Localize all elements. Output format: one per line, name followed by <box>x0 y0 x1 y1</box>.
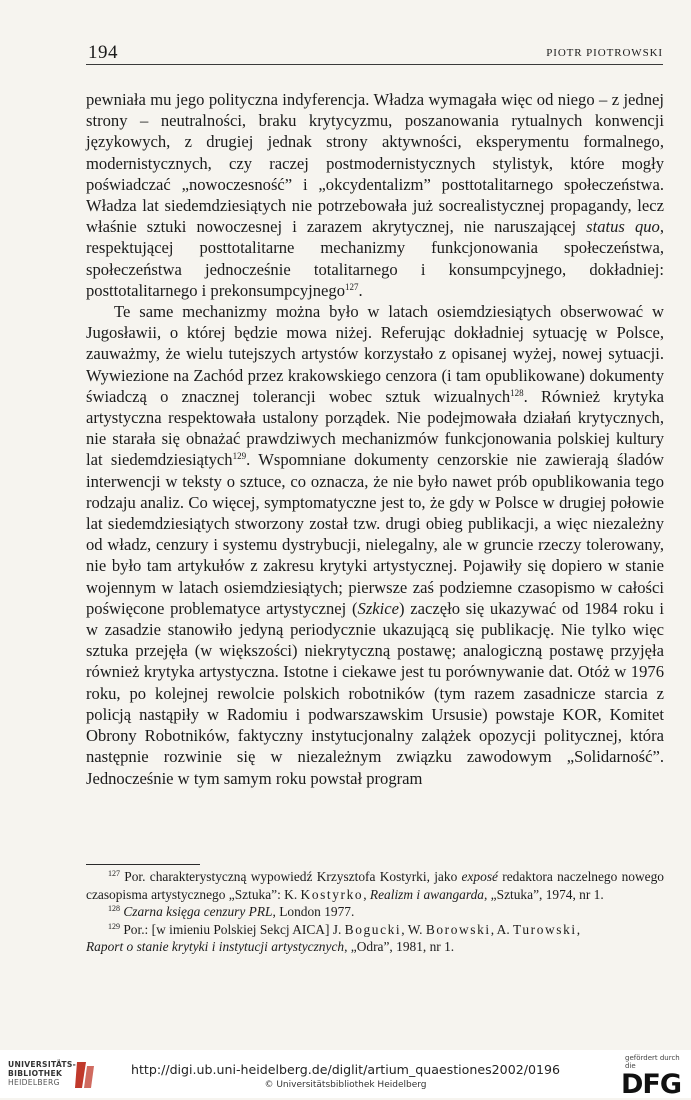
footnote-italic: Raport o stanie krytyki i instytucji artystycznych <box>86 939 345 955</box>
footnote-text: , <box>363 886 370 902</box>
viewer-footer <box>0 1050 691 1098</box>
footnote-129 <box>86 921 664 956</box>
footnotes <box>86 868 664 956</box>
author-name: Bogucki <box>344 921 402 937</box>
footnote-127 <box>86 868 664 903</box>
italic-term: status quo <box>586 217 660 237</box>
paragraph-1 <box>86 89 664 301</box>
author-name: Borowski <box>425 921 491 937</box>
footnote-text: , „Sztuka”, 1974, nr 1. <box>483 886 604 902</box>
footnote-italic: Czarna księga cenzury PRL <box>120 904 273 920</box>
dfg-logo-text: DFG <box>621 1069 682 1100</box>
footnote-text: , W. <box>401 921 426 937</box>
paragraph-text: pewniała mu jego polityczna indyferencja. Władza wymagała więc od niego – z jednej strony – neutralności, braku krytycyzmu, poszanowania rytualnych konwencji językowych, z drugiej jednak strony aktywności, eksperymentu formalnego, modernistycznych, czy raczej postmodernistycznych stylistyk, które mogły poświadczać „nowoczesność” i „okcydentalizm” posttotalitarnego społeczeństwa. Władza lat siedemdziesiątych nie potrzebowała już socrealistycznej propagandy, lecz właśnie sztuki nowoczesnej i zarazem akrytycznej, nie naruszającej <box>86 90 664 237</box>
author-name: Turowski <box>513 921 577 937</box>
library-name-line: UNIVERSITÄTS- <box>8 1060 77 1069</box>
footnote-number: 129 <box>108 921 120 931</box>
library-name-line: BIBLIOTHEK <box>8 1069 63 1078</box>
paragraph-text: ) zaczęło się ukazywać od 1984 roku i w zasadzie stanowiło jedyną periodycznie ukazującą się publikację. Nie tylko więc sztuka przejęła (w większości) niekrytyczną postawę; analogiczną postawę przyjęła również krytyka artystyczna. Istotne i ciekawe jest tu porównywanie dat. Otóż w 1976 roku, po kolejnej rewolcie polskich robotników (tym razem zasadnicze starcia z policją nastąpiły w Radomiu i podwarszawskim Ursusie) powstaje KOR, Komitet Obrony Robotników, faktyczny instytucjonalny zalążek opozycji politycznej, która następnie rozwinie się w niezależnym związku zawodowym „Solidarność”. Jednocześnie w tym samym roku powstał program <box>86 598 665 788</box>
footnote-ref[interactable]: 128 <box>510 387 524 398</box>
footnote-text: redaktora naczelnego nowego czasopisma artystycznego „Sztuka”: K. <box>86 869 664 902</box>
permalink-url[interactable]: http://digi.ub.uni-heidelberg.de/diglit/artium_quaestiones2002/0196 <box>130 1062 561 1077</box>
footnote-text: , A. <box>490 921 514 937</box>
page-header <box>0 0 691 72</box>
paragraph-text: . Wspomniane dokumenty cenzorskie nie zawierają śladów interwencji w teksty o sztuce, co oznacza, że nie było nawet prób opublikowania tego rodzaju analiz. Co więcej, symptomatyczne jest to, że gdy w Polsce w drugiej połowie lat siedemdziesiątych stworzony został tzw. drugi obieg publikacji, a więc niezależny od władz, cenzury i systemu dystrybucji, nielegalny, ale w gruncie rzeczy tolerowany, nie było tam artykułów z zakresu krytyki artystycznej. Pojawiły się dopiero w stanie wojennym w latach osiemdziesiątych; pierwsze zaś podziemne czasopismo w całości poświęcone problematyce artystycznej ( <box>86 450 664 618</box>
paragraph-text: . Również krytyka artystyczna respektowała ustalony porządek. Nie podejmowała działań krytycznych, nie starała się obnażać prawdziwych mechanizmów funkcjonowania polskiej kultury lat siedemdziesiątych <box>86 386 664 470</box>
funder-logo[interactable] <box>621 1054 681 1100</box>
footnote-italic: exposé <box>461 869 498 884</box>
paragraph-text: , respektującej posttotalitarne mechanizmy funkcjonowania społeczeństwa, społeczeństwa jednocześnie totalitarnego i konsumpcyjnego, dokładniej: posttotalitarnego i prekonsumpcyjnego <box>86 217 664 300</box>
funded-by-label: gefördert durch die <box>625 1054 680 1070</box>
footnote-rule <box>86 864 200 865</box>
paragraph-2 <box>86 301 664 789</box>
author-name: Kostyrko <box>300 886 364 902</box>
footnote-text: Por. charakterystyczną wypowiedź Krzysztofa Kostyrki, jako <box>120 869 462 884</box>
footnote-italic: Realizm i awangarda <box>369 886 484 902</box>
footnote-128 <box>86 903 664 921</box>
italic-title: Szkice <box>357 598 400 618</box>
library-name-line: HEIDELBERG <box>8 1078 60 1087</box>
footnote-text: , „Odra”, 1981, nr 1. <box>344 939 455 955</box>
running-head-author: PIOTR PIOTROWSKI <box>546 47 663 59</box>
copyright-notice: © Universitätsbibliothek Heidelberg <box>264 1080 427 1090</box>
footnote-text: , <box>576 921 581 937</box>
footnote-ref[interactable]: 127 <box>345 281 359 292</box>
page-number: 194 <box>88 42 118 63</box>
footnote-text: , London 1977. <box>272 904 355 920</box>
footnote-text: Por.: [w imieniu Polskiej Sekcj AICA] J. <box>120 921 345 937</box>
footnote-number: 128 <box>108 904 120 914</box>
body-text <box>86 89 664 789</box>
paragraph-text: Te same mechanizmy można było w latach osiemdziesiątych obserwować w Jugosławii, o której będzie mowa niżej. Referując dokładniej sytuację w Polsce, zauważmy, że wielu tutejszych artystów korzystało z opisanej wyżej, nowej sytuacji. Wywiezione na Zachód przez krakowskiego cenzora (i tam opublikowane) dokumenty świadczą o znacznej tolerancji wobec sztuk wizualnych <box>86 302 664 406</box>
paragraph-text: . <box>358 280 363 300</box>
header-rule <box>86 64 663 65</box>
footnote-number: 127 <box>108 869 120 878</box>
footnote-ref[interactable]: 129 <box>232 451 247 462</box>
